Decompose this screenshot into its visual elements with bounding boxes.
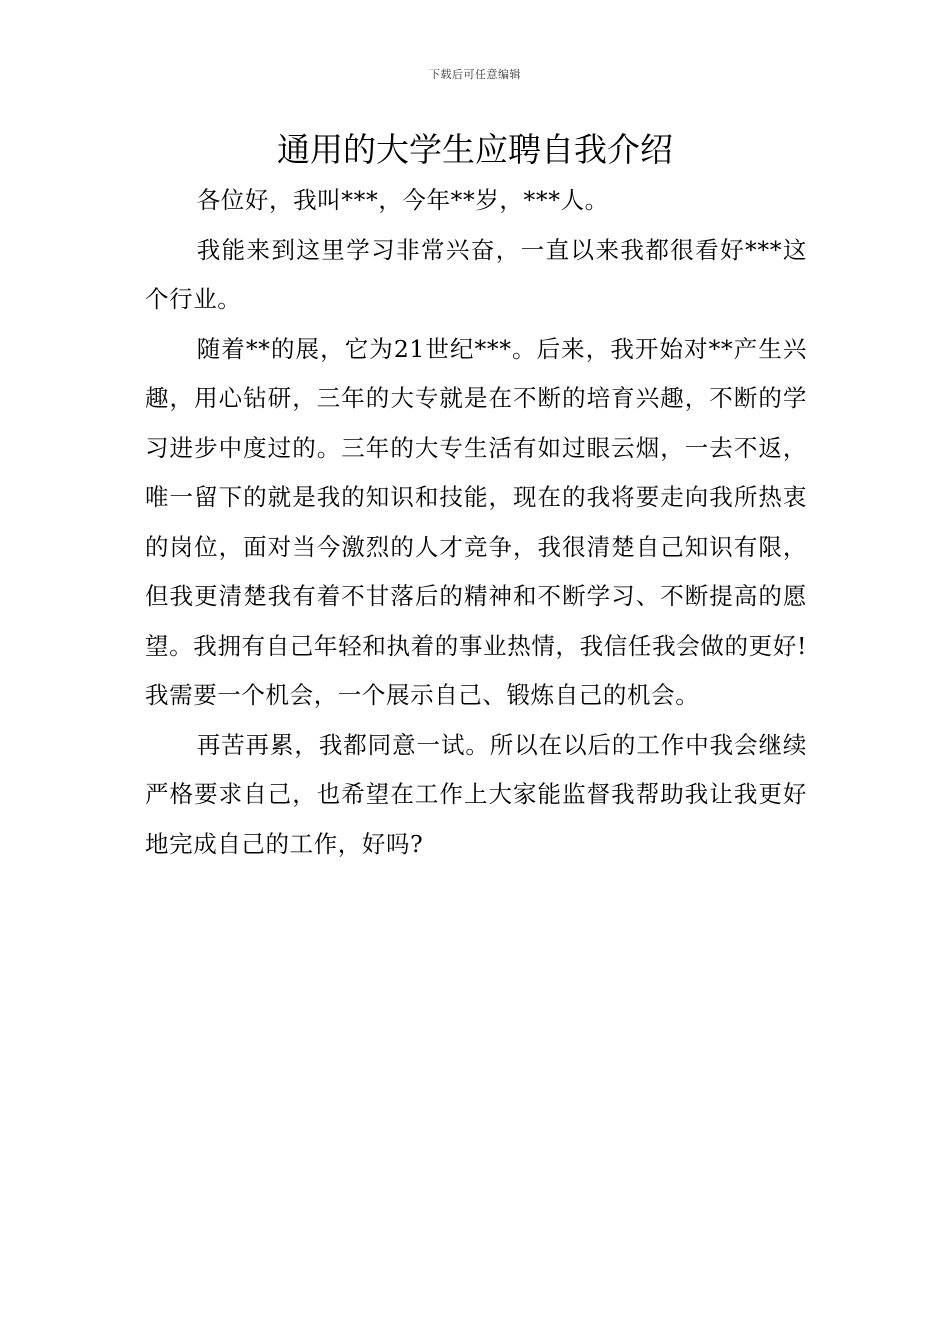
document-body bbox=[145, 176, 807, 869]
paragraph-motivation: 我能来到这里学习非常兴奋，一直以来我都很看好***这个行业。 bbox=[145, 235, 807, 313]
document-title: 通用的大学生应聘自我介绍 bbox=[277, 130, 673, 169]
paragraph-background: 随着**的展，它为21世纪***。后来，我开始对**产生兴趣，用心钻研，三年的大专就是在不断的培育兴趣，不断的学习进步中度过的。三年的大专生活有如过眼云烟，一去不返，唯一留下的就是我的知识和技能，现在的我将要走向我所热衷的岗位，面对当今激烈的人才竞争，我很清楚自己知识有限，但我更清楚我有着不甘落后的精神和不断学习、不断提高的愿望。我拥有自己年轻和执着的事业热情，我信任我会做的更好!我需要一个机会，一个展示自己、锻炼自己的机会。 bbox=[145, 334, 807, 709]
header-note: 下载后可任意编辑 bbox=[429, 68, 521, 81]
paragraph-closing: 再苦再累，我都同意一试。所以在以后的工作中我会继续严格要求自己，也希望在工作上大家能监督我帮助我让我更好地完成自己的工作，好吗? bbox=[145, 730, 807, 858]
paragraph-greeting: 各位好，我叫***，今年**岁，***人。 bbox=[196, 186, 609, 214]
